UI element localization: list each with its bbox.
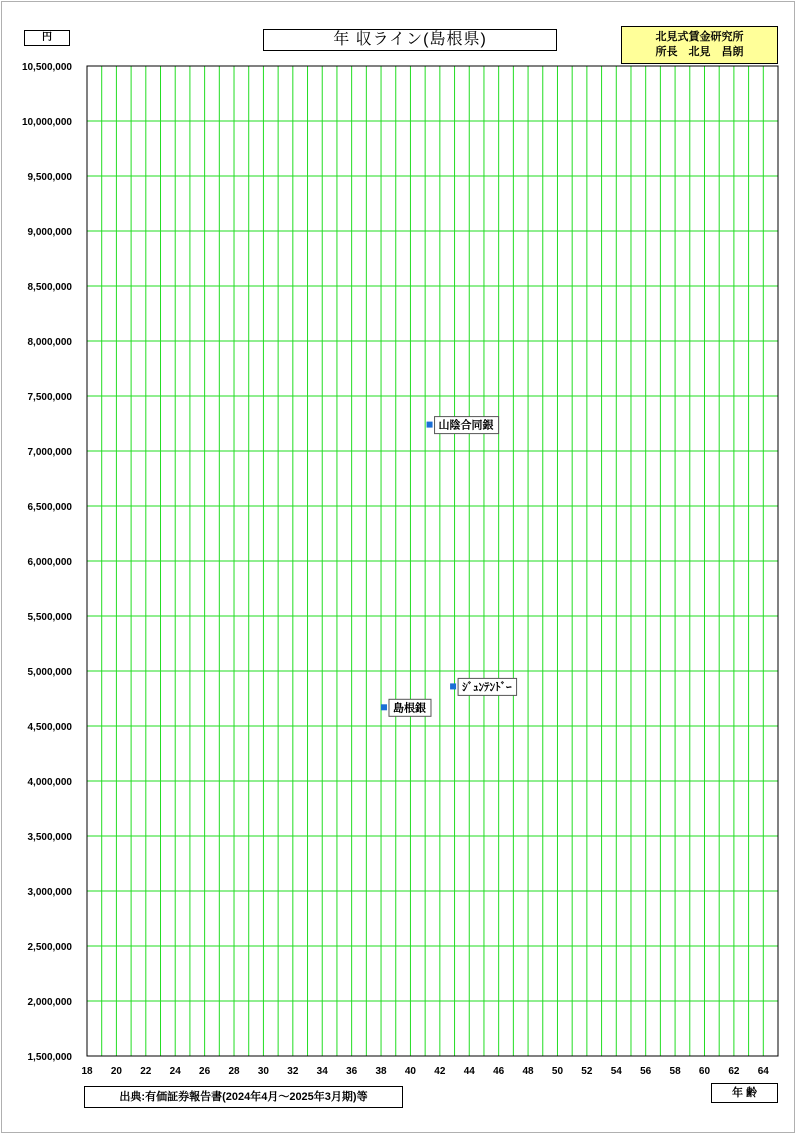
x-tick-label: 56 <box>640 1066 652 1077</box>
x-tick-label: 20 <box>110 1066 122 1077</box>
x-tick-label: 32 <box>287 1066 299 1077</box>
data-point-label: 島根銀 <box>392 702 426 715</box>
chart-title: 年 収ライン(島根県) <box>263 29 557 51</box>
data-point-marker <box>427 422 433 428</box>
x-tick-label: 42 <box>434 1066 446 1077</box>
data-point-marker <box>381 704 387 710</box>
y-tick-label: 10,000,000 <box>21 117 72 128</box>
grid <box>87 66 778 1056</box>
y-tick-label: 10,500,000 <box>21 62 72 73</box>
x-tick-label: 54 <box>610 1066 622 1077</box>
x-tick-label: 62 <box>728 1066 740 1077</box>
x-tick-label: 60 <box>698 1066 711 1077</box>
y-axis-tick-labels <box>22 62 72 1063</box>
x-tick-label: 52 <box>581 1066 593 1077</box>
x-tick-label: 26 <box>199 1066 211 1077</box>
x-tick-label: 24 <box>169 1066 181 1077</box>
y-tick-label: 2,000,000 <box>27 997 72 1008</box>
y-tick-label: 3,500,000 <box>27 832 72 843</box>
x-tick-label: 50 <box>551 1066 564 1077</box>
y-tick-label: 1,500,000 <box>27 1052 72 1063</box>
y-tick-label: 4,500,000 <box>27 722 72 733</box>
y-tick-label: 6,500,000 <box>27 502 72 513</box>
x-axis-tick-labels <box>81 1066 769 1077</box>
x-tick-label: 30 <box>257 1066 269 1077</box>
source-note: 出典:有価証券報告書(2024年4月～2025年3月期)等 <box>84 1086 403 1108</box>
x-tick-label: 28 <box>228 1066 240 1077</box>
y-tick-label: 9,500,000 <box>27 172 72 183</box>
x-tick-label: 22 <box>140 1066 152 1077</box>
organization-name: 北見式賃金研究所 <box>655 31 744 43</box>
data-point-label: 山陰合同銀 <box>438 419 494 432</box>
y-tick-label: 7,000,000 <box>27 447 72 458</box>
y-tick-label: 7,500,000 <box>27 392 72 403</box>
y-tick-label: 8,000,000 <box>27 337 72 348</box>
x-tick-label: 44 <box>463 1066 475 1077</box>
x-tick-label: 36 <box>346 1066 358 1077</box>
y-tick-label: 9,000,000 <box>27 227 72 238</box>
data-point-label: ｼﾞｭﾝﾃﾝﾄﾞｰ <box>462 681 512 694</box>
x-tick-label: 48 <box>522 1066 534 1077</box>
x-axis-label: 年 齢 <box>711 1083 778 1103</box>
y-tick-label: 2,500,000 <box>27 942 72 953</box>
x-tick-label: 38 <box>375 1066 387 1077</box>
data-point-marker <box>450 683 456 689</box>
y-tick-label: 6,000,000 <box>27 557 72 568</box>
x-tick-label: 58 <box>669 1066 681 1077</box>
y-tick-label: 8,500,000 <box>27 282 72 293</box>
organization-director: 所長 北見 昌朗 <box>655 46 744 58</box>
x-tick-label: 40 <box>404 1066 417 1077</box>
x-tick-label: 64 <box>757 1066 769 1077</box>
y-tick-label: 3,000,000 <box>27 887 72 898</box>
x-tick-label: 18 <box>81 1066 93 1077</box>
y-tick-label: 4,000,000 <box>27 777 72 788</box>
unit-label: 円 <box>24 30 70 46</box>
y-tick-label: 5,000,000 <box>27 667 72 678</box>
y-tick-label: 5,500,000 <box>27 612 72 623</box>
x-tick-label: 34 <box>316 1066 328 1077</box>
x-tick-label: 46 <box>493 1066 505 1077</box>
